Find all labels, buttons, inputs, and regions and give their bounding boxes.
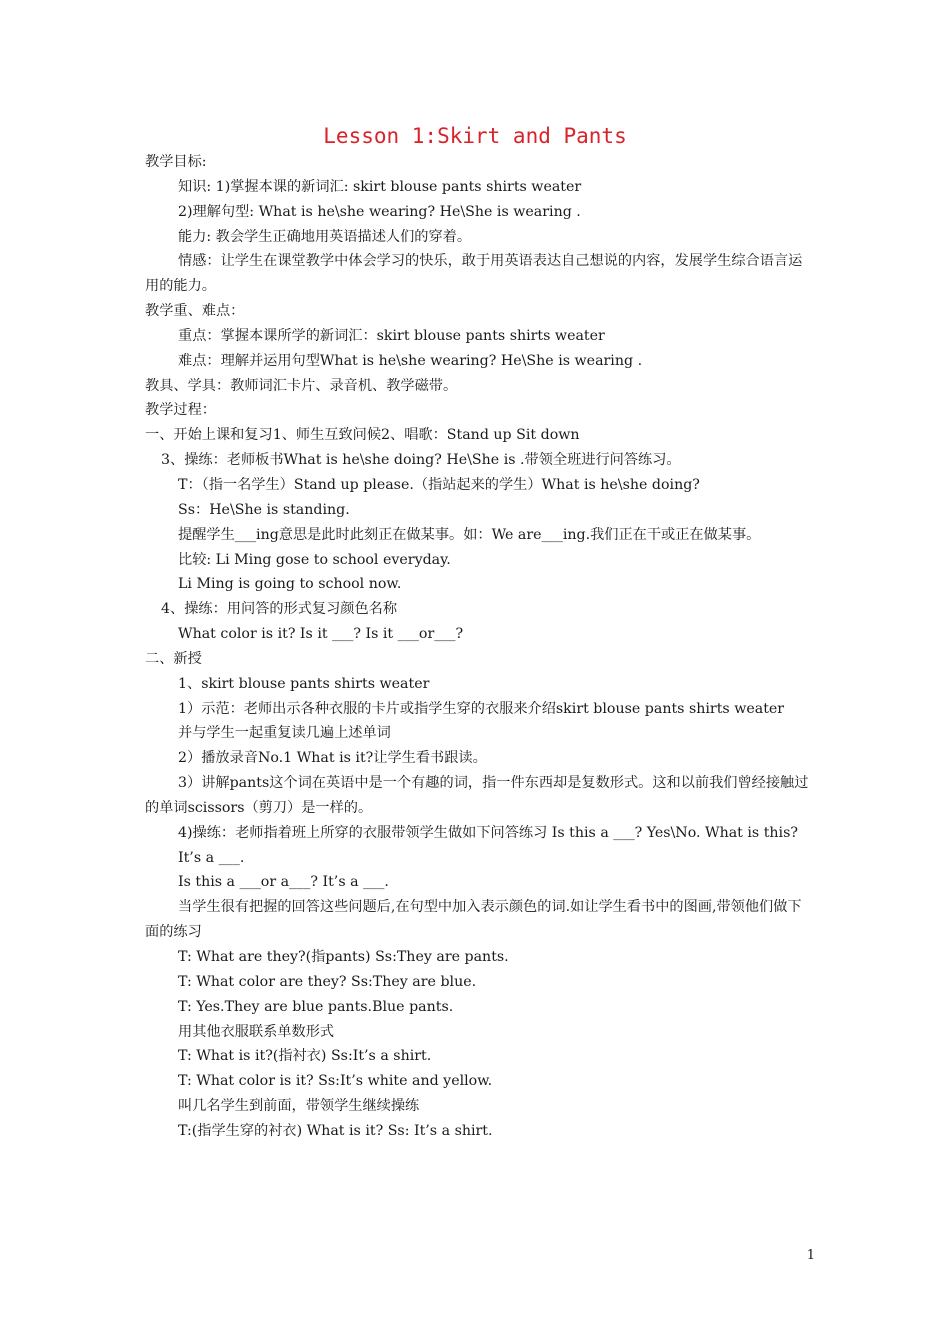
text-line: It’s a ___. xyxy=(178,849,245,866)
text-line: T: What color are they? Ss:They are blue. xyxy=(178,973,477,990)
lesson-title: Lesson 1:Skirt and Pants xyxy=(323,124,627,148)
text-paragraph: 4)操练：老师指着班上所穿的衣服带领学生做如下问答练习 Is this a ___? Yes\No. What is this? xyxy=(178,824,798,841)
page-number: 1 xyxy=(806,1248,815,1263)
text-paragraph: 3）讲解pants这个词在英语中是一个有趣的词，指一件东西却是复数形式。这和以前我们曾经接触过的单词scissors（剪刀）是一样的。 xyxy=(145,775,809,816)
heading-process: 教学过程： xyxy=(145,402,216,419)
text-line: T：（指一名学生）Stand up please.（指站起来的学生）What is he\she doing? xyxy=(178,476,700,493)
text-paragraph: 当学生很有把握的回答这些问题后,在句型中加入表示颜色的词.如让学生看书中的图画,带领他们做下面的练习 xyxy=(145,899,802,941)
text-line: T: Yes.They are blue pants.Blue pants. xyxy=(178,998,454,1015)
text-line: T: What is it?(指衬衣) Ss:It’s a shirt. xyxy=(178,1048,432,1065)
text-line: T:(指学生穿的衬衣) What is it? Ss: It’s a shirt. xyxy=(178,1122,493,1139)
text-paragraph: 提醒学生___ing意思是此时此刻正在做某事。如：We are___ing.我们正在干或正在做某事。 xyxy=(178,526,761,543)
text-paragraph: 1）示范：老师出示各种衣服的卡片或指学生穿的衣服来介绍skirt blouse pants shirts weater xyxy=(178,700,785,717)
text-line: Li Ming is going to school now. xyxy=(178,576,402,593)
text-line: 能力: 教会学生正确地用英语描述人们的穿着。 xyxy=(178,228,472,245)
text-line: 用其他衣服联系单数形式 xyxy=(178,1023,335,1040)
text-line: 比较: Li Ming gose to school everyday. xyxy=(178,551,451,568)
text-line: 3、操练：老师板书What is he\she doing? He\She is .带领全班进行问答练习。 xyxy=(161,452,681,469)
heading-objectives: 教学目标: xyxy=(145,154,207,170)
text-line: 并与学生一起重复读几遍上述单词 xyxy=(178,725,391,742)
text-line: 2）播放录音No.1 What is it?让学生看书跟读。 xyxy=(178,750,487,767)
text-line: Is this a ___or a___? It’s a ___. xyxy=(178,874,389,891)
text-line: 重点：掌握本课所学的新词汇：skirt blouse pants shirts weater xyxy=(178,327,605,344)
text-line: T: What are they?(指pants) Ss:They are pants. xyxy=(178,949,509,965)
lesson-body xyxy=(145,150,810,1144)
text-line: 4、操练：用问答的形式复习颜色名称 xyxy=(161,601,398,618)
text-line: 叫几名学生到前面，带领学生继续操练 xyxy=(178,1098,420,1115)
heading-key-points: 教学重、难点： xyxy=(145,303,245,320)
text-line: 2)理解句型: What is he\she wearing? He\She is wearing . xyxy=(178,203,581,220)
text-line: T: What color is it? Ss:It’s white and yellow. xyxy=(178,1073,493,1090)
text-line: 知识: 1)掌握本课的新词汇: skirt blouse pants shirts weater xyxy=(178,178,582,195)
heading-new-lesson: 二、新授 xyxy=(145,650,202,667)
text-line: 教具、学具：教师词汇卡片、录音机、教学磁带。 xyxy=(145,377,458,394)
text-paragraph: 情感：让学生在课堂教学中体会学习的快乐，敢于用英语表达自己想说的内容，发展学生综合语言运用的能力。 xyxy=(145,253,803,295)
text-line: Ss：He\She is standing. xyxy=(178,501,350,518)
text-line: 一、开始上课和复习1、师生互致问候2、唱歌：Stand up Sit down xyxy=(145,427,580,444)
text-line: 难点：理解并运用句型What is he\she wearing? He\She is wearing . xyxy=(178,352,643,369)
text-line: What color is it? Is it ___? Is it ___or___? xyxy=(178,626,464,643)
text-line: 1、skirt blouse pants shirts weater xyxy=(178,675,430,692)
